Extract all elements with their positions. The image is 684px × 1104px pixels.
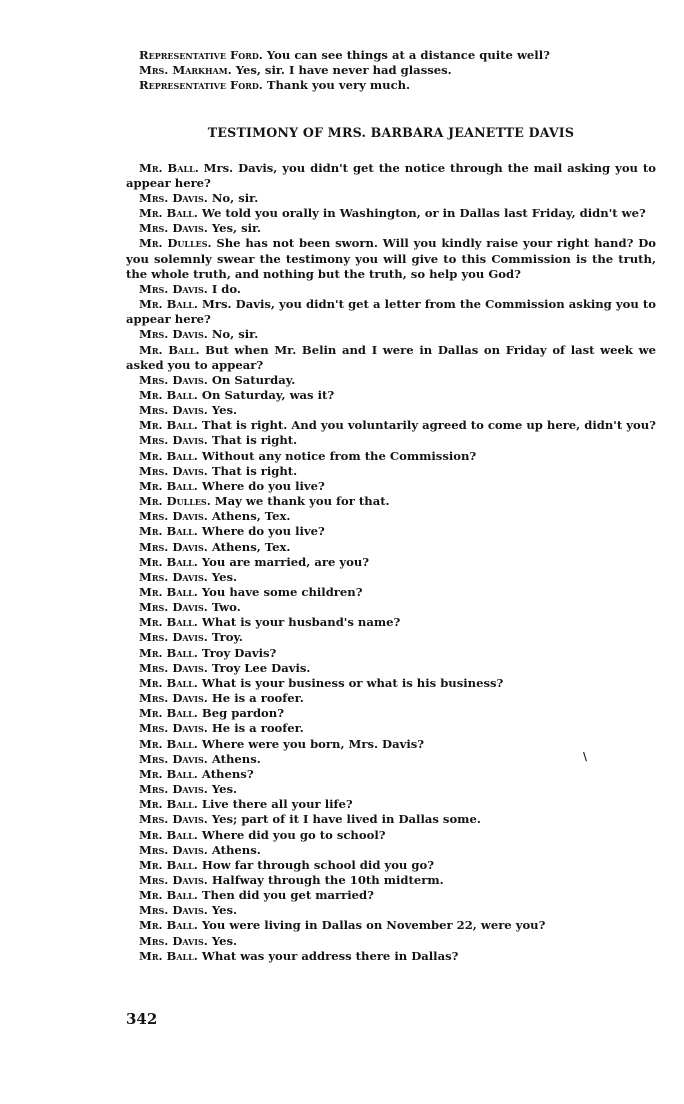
paragraph xyxy=(126,676,656,691)
paragraph xyxy=(126,63,656,78)
speaker: Mrs. Davis. xyxy=(139,751,208,766)
paragraph xyxy=(126,524,656,539)
paragraph xyxy=(126,661,656,676)
paragraph xyxy=(126,191,656,206)
utterance: Athens, Tex. xyxy=(211,539,291,554)
utterance: Yes. xyxy=(211,782,238,797)
paragraph xyxy=(126,767,656,782)
utterance: Beg pardon? xyxy=(201,706,285,721)
paragraph xyxy=(126,555,656,570)
speaker: Mr. Ball. xyxy=(139,706,198,721)
section-heading: TESTIMONY OF MRS. BARBARA JEANETTE DAVIS xyxy=(207,125,575,141)
speaker: Mr. Ball. xyxy=(139,387,198,402)
speaker: Mrs. Davis. xyxy=(139,433,208,448)
speaker: Mr. Ball. xyxy=(139,448,198,463)
utterance: No, sir. xyxy=(211,190,259,205)
utterance: You were living in Dallas on November 22, were you? xyxy=(201,918,546,933)
paragraph xyxy=(126,752,656,767)
paragraph xyxy=(126,949,656,964)
speaker: Mr. Ball. xyxy=(139,615,198,630)
speaker: Mr. Ball. xyxy=(139,418,198,433)
paragraph xyxy=(126,873,656,888)
speaker: Mrs. Davis. xyxy=(139,691,208,706)
utterance: Thank you very much. xyxy=(266,78,411,93)
utterance: We told you orally in Washington, or in Dallas last Friday, didn't we? xyxy=(201,206,646,221)
utterance: That is right. xyxy=(211,433,298,448)
paragraph xyxy=(126,828,656,843)
paragraph xyxy=(126,403,656,418)
paragraph xyxy=(126,706,656,721)
paragraph xyxy=(126,388,656,403)
speaker: Mrs. Davis. xyxy=(139,403,208,418)
paragraph xyxy=(126,934,656,949)
speaker: Mrs. Davis. xyxy=(139,539,208,554)
utterance: Yes. xyxy=(211,903,238,918)
utterance: Without any notice from the Commission? xyxy=(201,448,477,463)
paragraph xyxy=(126,600,656,615)
speaker: Mrs. Davis. xyxy=(139,660,208,675)
utterance: He is a roofer. xyxy=(211,691,304,706)
paragraph xyxy=(126,843,656,858)
paragraph xyxy=(126,691,656,706)
paragraph xyxy=(126,206,656,221)
document-page xyxy=(126,48,656,964)
paragraph xyxy=(126,782,656,797)
speaker: Mrs. Davis. xyxy=(139,903,208,918)
speaker: Mrs. Davis. xyxy=(139,509,208,524)
speaker: Mr. Ball. xyxy=(139,675,198,690)
utterance: Athens. xyxy=(211,842,261,857)
utterance: Where did you go to school? xyxy=(201,827,386,842)
speaker: Mr. Ball. xyxy=(139,206,198,221)
speaker: Mrs. Davis. xyxy=(139,463,208,478)
speaker: Mr. Ball. xyxy=(139,827,198,842)
paragraph xyxy=(126,479,656,494)
utterance: You can see things at a distance quite well? xyxy=(266,48,550,62)
utterance: On Saturday. xyxy=(211,372,296,387)
speaker: Mrs. Davis. xyxy=(139,281,208,296)
paragraph xyxy=(126,449,656,464)
utterance: You have some children? xyxy=(201,585,363,599)
speaker: Mr. Ball. xyxy=(139,524,198,539)
paragraph xyxy=(126,888,656,903)
utterance: Troy Lee Davis. xyxy=(211,660,311,675)
paragraph xyxy=(126,646,656,661)
utterance: Then did you get married? xyxy=(201,888,374,903)
paragraph xyxy=(126,494,656,509)
utterance: Yes. xyxy=(211,569,238,584)
speaker: Mr. Ball. xyxy=(139,554,198,569)
utterance: On Saturday, was it? xyxy=(201,387,335,402)
speaker: Mrs. Davis. xyxy=(139,221,208,236)
speaker: Mr. Ball. xyxy=(139,585,198,599)
paragraph xyxy=(126,327,656,342)
paragraph xyxy=(126,615,656,630)
speaker: Representative Ford. xyxy=(139,48,263,62)
utterance: Yes, sir. I have never had glasses. xyxy=(235,63,452,78)
speaker: Mrs. Davis. xyxy=(139,327,208,342)
speaker: Mr. Ball. xyxy=(139,478,198,493)
utterance: She has not been sworn. Will you kindly raise your right hand? Do you solemnly swear the testimony you will give to this Commission is the truth, the whole truth, and nothing but the truth, so help you God? xyxy=(126,236,656,281)
paragraph xyxy=(126,236,656,281)
utterance: Two. xyxy=(211,600,241,615)
utterance: Live there all your life? xyxy=(201,797,353,812)
utterance: Yes. xyxy=(211,933,238,948)
paragraph xyxy=(126,221,656,236)
speaker: Mr. Ball. xyxy=(139,857,198,872)
utterance: Mrs. Davis, you didn't get the notice through the mail asking you to appear here? xyxy=(126,160,656,190)
paragraph xyxy=(126,161,656,191)
utterance: Athens. xyxy=(211,751,261,766)
paragraph xyxy=(126,433,656,448)
speaker: Mrs. Davis. xyxy=(139,721,208,736)
utterance: Yes, sir. xyxy=(211,221,262,236)
speaker: Mr. Ball. xyxy=(139,297,198,312)
utterance: That is right. xyxy=(211,463,298,478)
utterance: No, sir. xyxy=(211,327,259,342)
utterance: But when Mr. Belin and I were in Dallas on Friday of last week we asked you to appear? xyxy=(126,342,656,372)
speaker: Mr. Ball. xyxy=(139,160,199,175)
utterance: Halfway through the 10th midterm. xyxy=(211,872,444,887)
paragraph xyxy=(126,343,656,373)
testimony-section xyxy=(126,161,656,964)
paragraph xyxy=(126,78,656,93)
speaker: Mrs. Davis. xyxy=(139,812,208,827)
speaker: Mr. Dulles. xyxy=(139,236,212,251)
speaker: Mr. Ball. xyxy=(139,766,198,781)
speaker: Mr. Ball. xyxy=(139,888,198,903)
utterance: May we thank you for that. xyxy=(214,494,390,509)
utterance: Where do you live? xyxy=(201,478,325,493)
utterance: Athens, Tex. xyxy=(211,509,291,524)
stray-mark: \ xyxy=(583,750,588,763)
speaker: Mr. Ball. xyxy=(139,342,200,357)
speaker: Mrs. Davis. xyxy=(139,872,208,887)
paragraph xyxy=(126,297,656,327)
utterance: I do. xyxy=(211,281,241,296)
speaker: Mr. Ball. xyxy=(139,736,198,751)
paragraph xyxy=(126,464,656,479)
speaker: Mr. Ball. xyxy=(139,645,198,660)
utterance: Where were you born, Mrs. Davis? xyxy=(201,736,425,751)
speaker: Mr. Ball. xyxy=(139,918,198,933)
paragraph xyxy=(126,903,656,918)
utterance: He is a roofer. xyxy=(211,721,304,736)
utterance: Where do you live? xyxy=(201,524,325,539)
paragraph xyxy=(126,418,656,433)
utterance: What is your business or what is his business? xyxy=(201,675,504,690)
utterance: Yes. xyxy=(211,403,238,418)
speaker: Mrs. Davis. xyxy=(139,600,208,615)
speaker: Mrs. Davis. xyxy=(139,933,208,948)
paragraph xyxy=(126,509,656,524)
paragraph xyxy=(126,737,656,752)
paragraph xyxy=(126,630,656,645)
paragraph xyxy=(126,48,656,63)
paragraph xyxy=(126,585,656,600)
paragraph xyxy=(126,282,656,297)
utterance: Yes; part of it I have lived in Dallas some. xyxy=(211,812,481,827)
utterance: Mrs. Davis, you didn't get a letter from the Commission asking you to appear here? xyxy=(126,297,656,327)
paragraph xyxy=(126,812,656,827)
speaker: Mr. Ball. xyxy=(139,948,198,963)
paragraph xyxy=(126,570,656,585)
paragraph xyxy=(126,373,656,388)
speaker: Mrs. Davis. xyxy=(139,842,208,857)
utterance: Athens? xyxy=(201,766,254,781)
speaker: Mr. Ball. xyxy=(139,797,198,812)
speaker: Mrs. Davis. xyxy=(139,630,208,645)
utterance: What was your address there in Dallas? xyxy=(201,948,459,963)
utterance: That is right. And you voluntarily agreed to come up here, didn't you? xyxy=(201,418,656,433)
utterance: Troy. xyxy=(211,630,243,645)
speaker: Mrs. Davis. xyxy=(139,569,208,584)
speaker: Representative Ford. xyxy=(139,78,263,93)
speaker: Mrs. Davis. xyxy=(139,372,208,387)
paragraph xyxy=(126,721,656,736)
speaker: Mrs. Markham. xyxy=(139,63,232,78)
intro-section xyxy=(126,48,656,93)
speaker: Mrs. Davis. xyxy=(139,782,208,797)
utterance: Troy Davis? xyxy=(201,645,277,660)
speaker: Mrs. Davis. xyxy=(139,190,208,205)
paragraph xyxy=(126,797,656,812)
paragraph xyxy=(126,918,656,933)
speaker: Mr. Dulles. xyxy=(139,494,211,509)
utterance: What is your husband's name? xyxy=(201,615,401,630)
utterance: You are married, are you? xyxy=(201,554,370,569)
page-number: 342 xyxy=(126,1010,158,1028)
paragraph xyxy=(126,540,656,555)
utterance: How far through school did you go? xyxy=(201,857,435,872)
paragraph xyxy=(126,858,656,873)
